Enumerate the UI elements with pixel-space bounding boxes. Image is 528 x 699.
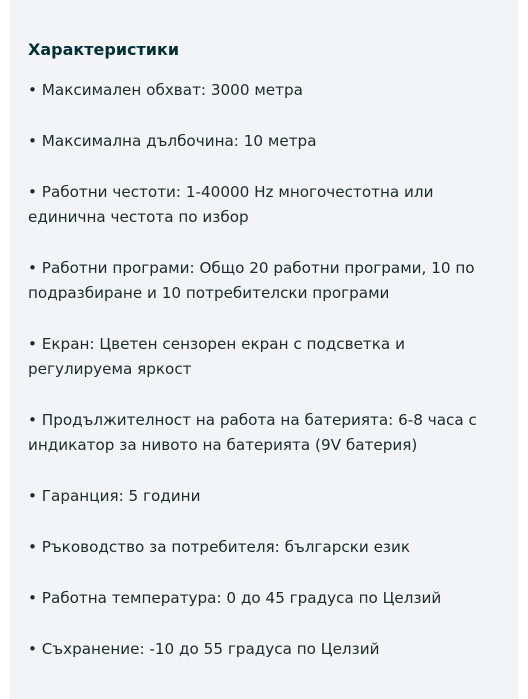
spec-item-frequencies: • Работни честоти: 1-40000 Hz многочестотна или единична честота по избор xyxy=(28,183,434,226)
spec-item-max-depth: • Максимална дълбочина: 10 метра xyxy=(28,132,317,150)
spec-item-operating-temperature: • Работна температура: 0 до 45 градуса по Целзий xyxy=(28,589,442,607)
spec-item-battery: • Продължителност на работа на батерията: 6-8 часа с индикатор за нивото на батерията (9V батерия) xyxy=(28,411,477,454)
spec-item-storage-temperature: • Съхранение: -10 до 55 градуса по Целзий xyxy=(28,640,380,658)
spec-item-max-range: • Максимален обхват: 3000 метра xyxy=(28,81,303,99)
spec-item-programs: • Работни програми: Общо 20 работни програми, 10 по подразбиране и 10 потребителски програми xyxy=(28,259,475,302)
section-title: Характеристики xyxy=(28,40,180,59)
specifications-panel xyxy=(10,0,518,699)
spec-list xyxy=(28,78,500,662)
spec-item-warranty: • Гаранция: 5 години xyxy=(28,487,201,505)
spec-item-screen: • Екран: Цветен сензорен екран с подсветка и регулируема яркост xyxy=(28,335,405,378)
spec-item-manual: • Ръководство за потребителя: български език xyxy=(28,538,411,556)
